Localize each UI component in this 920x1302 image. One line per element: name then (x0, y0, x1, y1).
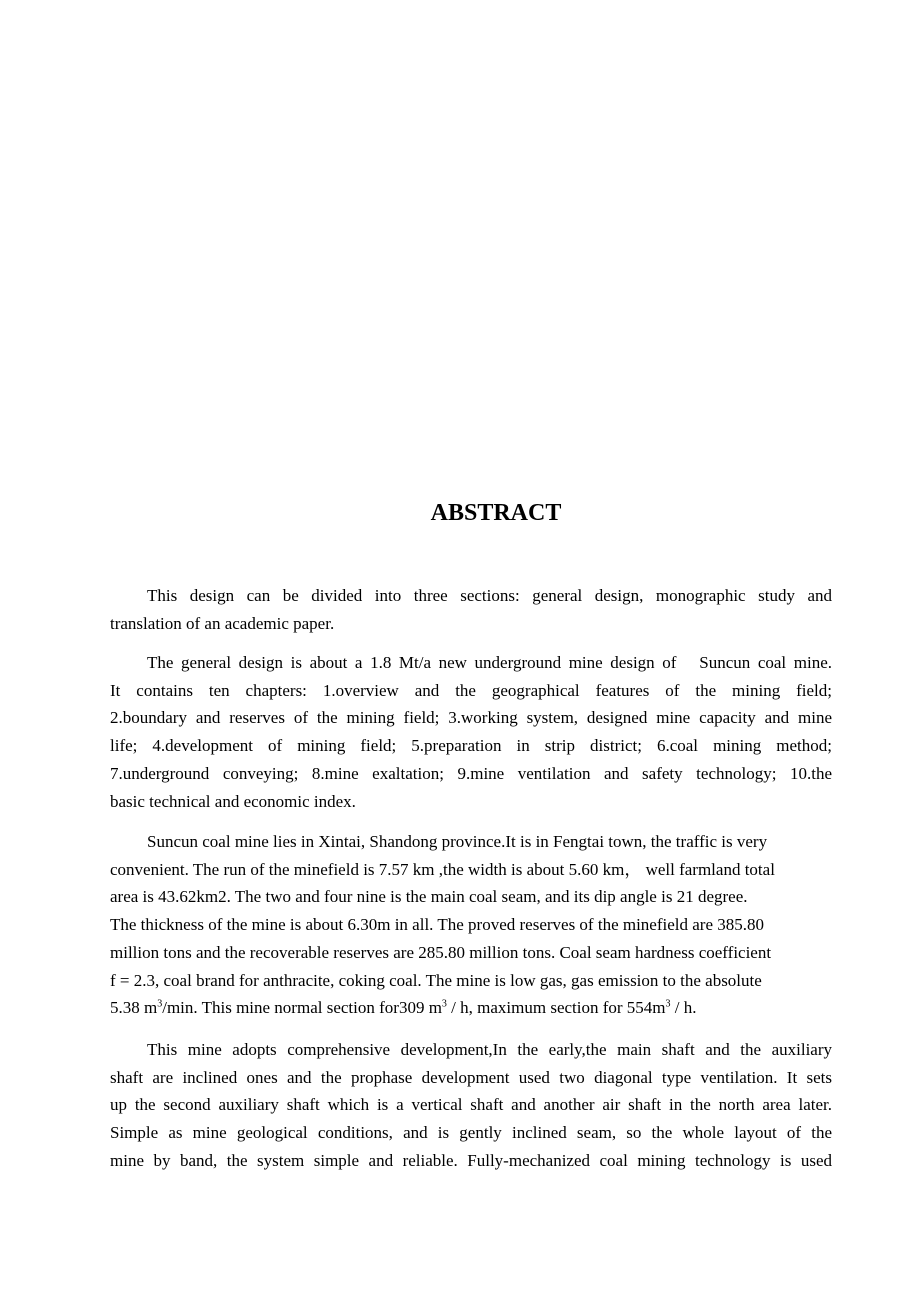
paragraph-line: life; 4.development of mining field; 5.preparation in strip district; 6.coal mining method; (110, 736, 832, 756)
paragraph-line: Simple as mine geological conditions, and is gently inclined seam, so the whole layout of the (110, 1123, 832, 1143)
paragraph-line: area is 43.62km2. The two and four nine is the main coal seam, and its dip angle is 21 degree. (110, 887, 748, 907)
paragraph-line: The thickness of the mine is about 6.30m in all. The proved reserves of the minefield are 385.80 (110, 915, 765, 935)
paragraph-line: It contains ten chapters: 1.overview and the geographical features of the mining field; (110, 680, 832, 700)
paragraph-line: convenient. The run of the minefield is 7.57 km ,the width is about 5.60 km， well farmland total (110, 859, 775, 879)
paragraph-line: mine by band, the system simple and reliable. Fully-mechanized coal mining technology is used (110, 1150, 832, 1170)
paragraph-line: f = 2.3, coal brand for anthracite, coking coal. The mine is low gas, gas emission to the absolute (110, 970, 762, 990)
paragraph-line: 2.boundary and reserves of the mining field; 3.working system, designed mine capacity and mine (110, 708, 832, 728)
paragraph-line: This mine adopts comprehensive development,In the early,the main shaft and the auxiliary (147, 1040, 832, 1059)
paragraph-line (110, 994, 832, 1022)
paragraph-line: up the second auxiliary shaft which is a vertical shaft and another air shaft in the north area later. (110, 1095, 832, 1115)
paragraph-line: million tons and the recoverable reserves are 285.80 million tons. Coal seam hardness coefficient (110, 942, 772, 962)
paragraph-line: This design can be divided into three sections: general design, monographic study and (147, 586, 832, 605)
paragraph-line: basic technical and economic index. (110, 791, 356, 811)
paragraph-line: shaft are inclined ones and the prophase development used two diagonal type ventilation. It sets (110, 1067, 832, 1087)
text-run: 5.38 m (110, 998, 158, 1018)
paragraph-line: translation of an academic paper. (110, 613, 335, 633)
paragraph-3 (110, 828, 832, 1022)
paragraph-2 (110, 649, 832, 815)
paragraph-line: 7.underground conveying; 8.mine exaltation; 9.mine ventilation and safety technology; 10.the (110, 763, 832, 783)
superscript: 3 (157, 998, 163, 1010)
text-run: / h. (670, 998, 697, 1018)
text-run: / h, maximum section for 554m (446, 998, 666, 1018)
paragraph-line: The general design is about a 1.8 Mt/a new underground mine design of Suncun coal mine. (147, 653, 832, 672)
paragraph-4 (110, 1036, 832, 1175)
paragraph-line: Suncun coal mine lies in Xintai, Shandong province.It is in Fengtai town, the traffic is very (147, 832, 768, 851)
abstract-title: ABSTRACT (430, 500, 562, 526)
text-run: /min. This mine normal section for309 m (162, 998, 442, 1018)
paragraph-1 (110, 582, 832, 637)
superscript: 3 (665, 998, 671, 1010)
superscript: 3 (441, 998, 447, 1010)
